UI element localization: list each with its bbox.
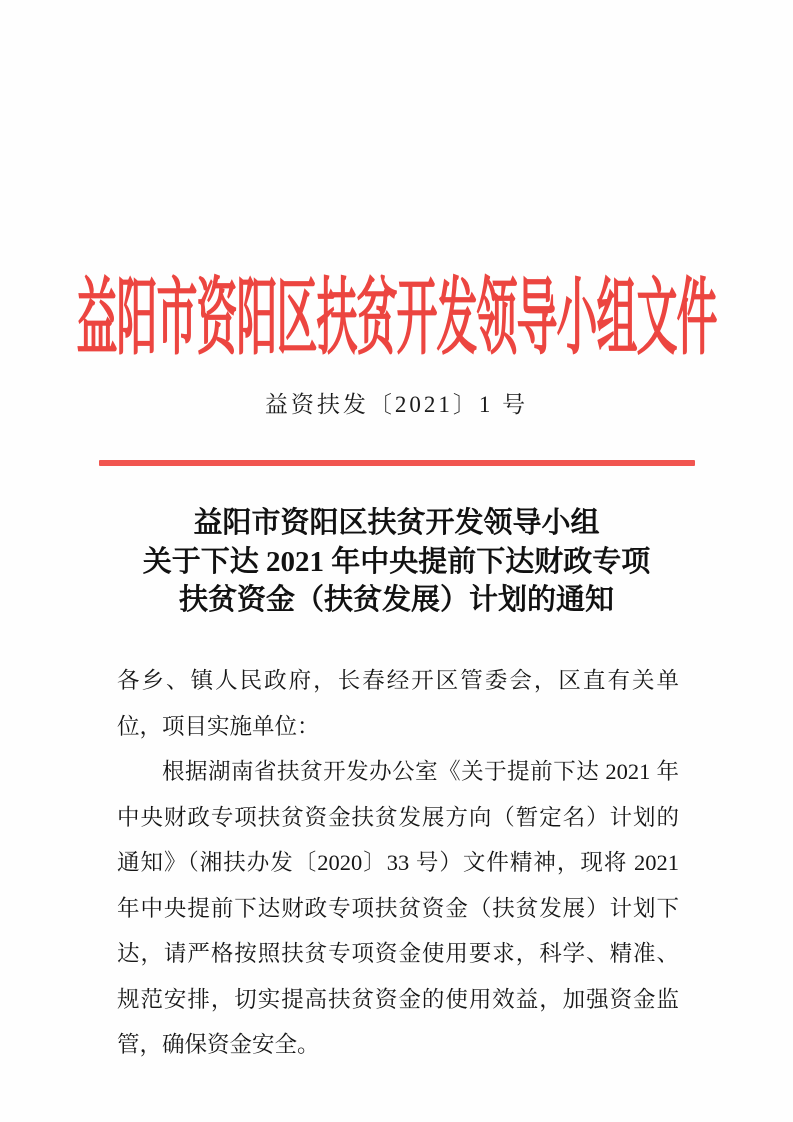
document-title-line-3: 扶贫资金（扶贫发展）计划的通知 [178,584,614,616]
document-title-line-1: 益阳市资阳区扶贫开发领导小组 [193,507,600,539]
document-body [117,658,679,1068]
document-title [0,504,793,620]
red-divider-rule [99,460,695,466]
agency-banner-title: 益阳市资阳区扶贫开发领导小组文件 [76,270,717,365]
main-paragraph: 根据湖南省扶贫开发办公室《关于提前下达 2021 年中央财政专项扶贫资金扶贫发展方向（暂定名）计划的通知》（湘扶办发〔2020〕33 号）文件精神，现将 2021 年中央提前下达财政专项扶贫资金（扶贫发展）计划下达，请严格按照扶贫专项资金使用要求，科学、精准、规范安排，切实提高扶贫资金的使用效益，加强资金监管，确保资金安全。 [117,759,679,1057]
document-title-line-2: 关于下达 2021 年中央提前下达财政专项 [142,545,651,578]
salutation-paragraph: 各乡、镇人民政府，长春经开区管委会，区直有关单位，项目实施单位： [117,668,679,739]
red-header-banner [0,262,793,365]
document-reference-number: 益资扶发〔2021〕1 号 [264,392,529,417]
